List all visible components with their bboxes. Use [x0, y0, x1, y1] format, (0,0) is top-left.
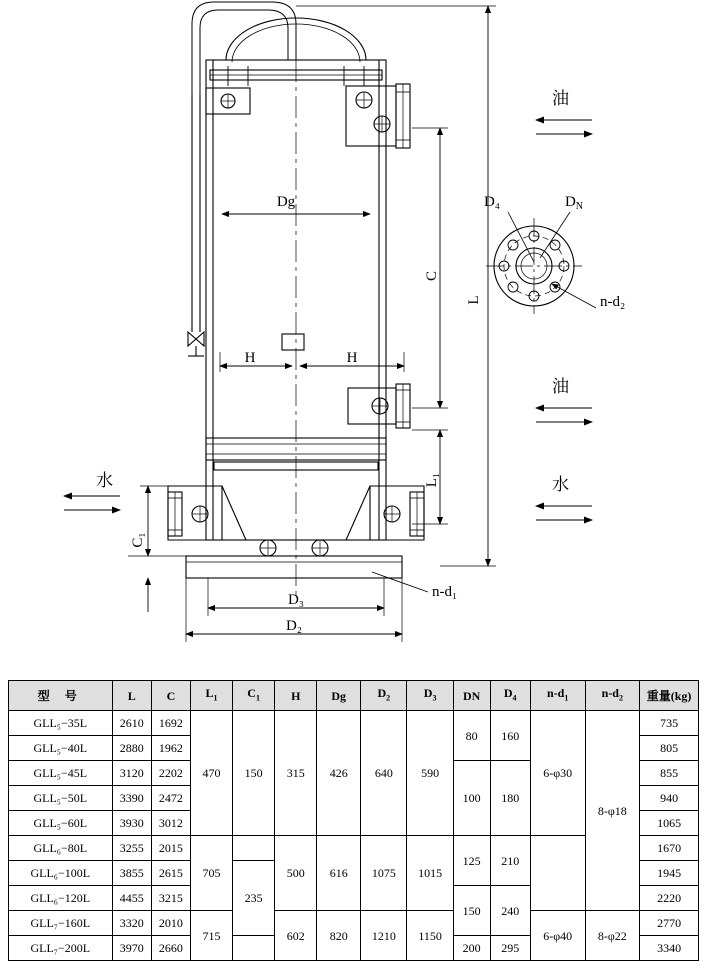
cell-C1: [233, 936, 275, 961]
cell-DN: 80: [453, 711, 490, 761]
cell-weight: 805: [640, 736, 699, 761]
cell-C: 1962: [151, 736, 190, 761]
label-oil-bottom: 油: [552, 377, 569, 396]
cell-nd1: [530, 836, 585, 911]
cell-C: 2615: [151, 861, 190, 886]
th-C1: $C_1$: [233, 681, 275, 711]
cell-D4: 295: [490, 936, 530, 961]
cell-D2: 1075: [361, 836, 407, 911]
cell-C: 2015: [151, 836, 190, 861]
label-D4: D₄: [483, 194, 501, 210]
cell-Dg: 426: [317, 711, 361, 836]
label-H-left: H: [244, 350, 256, 366]
cell-D4: 180: [490, 761, 530, 836]
label-H-right: H: [346, 350, 358, 366]
cell-D2: 640: [361, 711, 407, 836]
cell-C: 3012: [151, 811, 190, 836]
cell-C1: 150: [233, 711, 275, 836]
cell-weight: 855: [640, 761, 699, 786]
table-row: [9, 911, 699, 936]
th-model: 型 号: [9, 681, 113, 711]
cell-H: 500: [275, 836, 317, 911]
cell-D2: 1210: [361, 911, 407, 961]
cell-L: 3930: [112, 811, 151, 836]
label-C: C: [424, 270, 440, 282]
cell-weight: 940: [640, 786, 699, 811]
cell-Dg: 820: [317, 911, 361, 961]
th-D2: $D_2$: [361, 681, 407, 711]
cell-D4: 160: [490, 711, 530, 761]
label-n-d1: n-d₁: [432, 584, 458, 600]
cell-model: GLL₇−200L: [9, 936, 113, 961]
label-Dg: Dg: [276, 194, 296, 210]
cell-C1: 235: [233, 861, 275, 936]
cell-C: 2660: [151, 936, 190, 961]
th-H: H: [275, 681, 317, 711]
cell-model: GLL₅−35L: [9, 711, 113, 736]
th-D3: $D_3$: [407, 681, 453, 711]
cell-weight: 1670: [640, 836, 699, 861]
cell-D3: 1015: [407, 836, 453, 911]
th-nd1: $n-d_1$: [530, 681, 585, 711]
label-D2: D₂: [285, 618, 303, 634]
cell-L: 2880: [112, 736, 151, 761]
cell-DN: 125: [453, 836, 490, 886]
cell-C: 3215: [151, 886, 190, 911]
cell-nd1: 6-φ30: [530, 711, 585, 836]
cell-C: 2202: [151, 761, 190, 786]
label-L1: L₁: [424, 472, 440, 488]
specification-table-wrapper: [8, 680, 699, 961]
th-D4: $D_4$: [490, 681, 530, 711]
th-Dg: Dg: [317, 681, 361, 711]
label-DN: $D_N$: [564, 194, 584, 212]
cell-model: GLL₅−45L: [9, 761, 113, 786]
cell-L: 3320: [112, 911, 151, 936]
cell-L: 3390: [112, 786, 151, 811]
cell-C1: [233, 836, 275, 861]
cell-D3: 590: [407, 711, 453, 836]
cell-weight: 3340: [640, 936, 699, 961]
label-n-d2: n-d₂: [600, 294, 626, 310]
cell-nd2: 8-φ18: [585, 711, 640, 911]
cell-H: 315: [275, 711, 317, 836]
th-L1: $L_1$: [191, 681, 233, 711]
cell-C: 2010: [151, 911, 190, 936]
cell-model: GLL₅−50L: [9, 786, 113, 811]
cell-D4: 240: [490, 886, 530, 936]
cell-D3: 1150: [407, 911, 453, 961]
cell-Dg: 616: [317, 836, 361, 911]
cell-L1: 715: [191, 911, 233, 961]
cell-L: 3970: [112, 936, 151, 961]
cell-model: GLL₅−60L: [9, 811, 113, 836]
th-DN: DN: [453, 681, 490, 711]
cell-D4: 210: [490, 836, 530, 886]
cell-weight: 2770: [640, 911, 699, 936]
cell-model: GLL₅−40L: [9, 736, 113, 761]
cell-L: 2610: [112, 711, 151, 736]
label-water-left: 水: [96, 471, 113, 490]
specification-table: [8, 680, 699, 961]
th-weight: 重量(kg): [640, 681, 699, 711]
cell-C: 1692: [151, 711, 190, 736]
cell-model: GLL₆−120L: [9, 886, 113, 911]
cell-L: 3855: [112, 861, 151, 886]
cell-C: 2472: [151, 786, 190, 811]
label-L: L: [466, 295, 482, 305]
th-C: C: [151, 681, 190, 711]
cell-weight: 1945: [640, 861, 699, 886]
label-D3: D₃: [287, 592, 305, 608]
cell-weight: 1065: [640, 811, 699, 836]
cell-DN: 200: [453, 936, 490, 961]
table-header-row: [9, 681, 699, 711]
th-L: L: [112, 681, 151, 711]
cell-nd2: 8-φ22: [585, 911, 640, 961]
cell-H: 602: [275, 911, 317, 961]
cell-weight: 2220: [640, 886, 699, 911]
cell-model: GLL₆−100L: [9, 861, 113, 886]
cell-DN: 150: [453, 886, 490, 936]
label-oil-top: 油: [552, 89, 569, 108]
cell-nd1: 6-φ40: [530, 911, 585, 961]
cell-L: 3120: [112, 761, 151, 786]
label-C1: C₁: [130, 532, 146, 548]
cell-L1: 705: [191, 836, 233, 911]
label-water-right: 水: [552, 475, 569, 494]
cell-DN: 100: [453, 761, 490, 836]
cell-model: GLL₇−160L: [9, 911, 113, 936]
cell-weight: 735: [640, 711, 699, 736]
cell-model: GLL₆−80L: [9, 836, 113, 861]
cell-L1: 470: [191, 711, 233, 836]
table-row: [9, 711, 699, 736]
th-nd2: $n-d_2$: [585, 681, 640, 711]
cell-L: 4455: [112, 886, 151, 911]
cell-L: 3255: [112, 836, 151, 861]
